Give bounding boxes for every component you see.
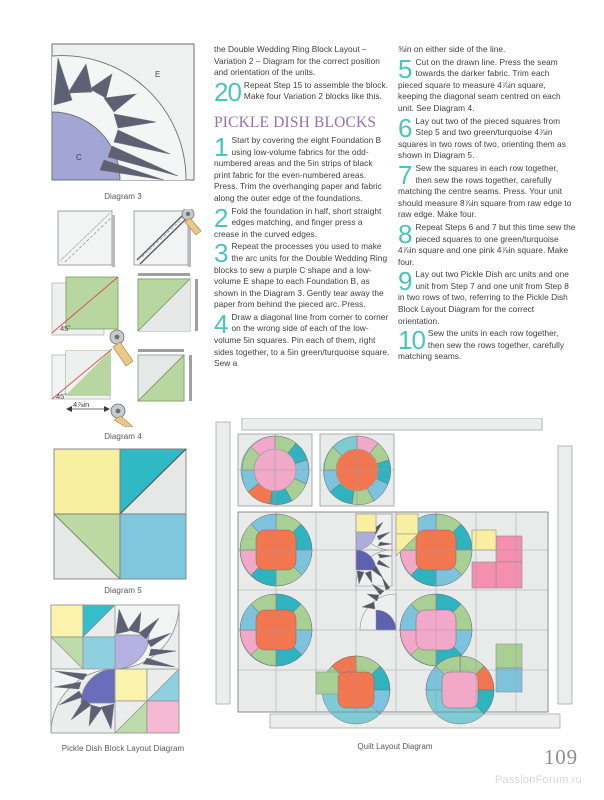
step-3-number: 3 — [214, 238, 229, 269]
rotary-cutter-icon-3 — [111, 404, 133, 427]
step-8 — [398, 218, 576, 268]
step-5-text: Cut on the drawn line. Press the seam towards the darker fabric. Trim each pieced square to measure 4⅞in square, keeping the diagonal seam centred on each unit. See Diagram 4. — [398, 56, 561, 113]
step-20 — [214, 76, 390, 107]
step-7-number: 7 — [398, 159, 413, 190]
rotary-cutter-icon-2 — [110, 330, 133, 366]
diagram-4 — [38, 209, 208, 441]
step-20-text: Repeat Step 15 to assemble the block. Make four Variation 2 blocks like this. — [243, 79, 388, 102]
pickle-dish-block-layout-diagram — [38, 603, 208, 753]
step-7 — [398, 159, 576, 221]
diagram-3-label-c: C — [76, 153, 82, 162]
step-2-number: 2 — [214, 202, 229, 233]
intro-paragraph: the Double Wedding Ring Block Layout – Variation 2 – Diagram for the correct position and orientation of the units. — [214, 44, 380, 78]
carryover-line: ⅜in on either side of the line. — [398, 44, 506, 54]
step-5-number: 5 — [398, 53, 413, 84]
diagram-4-measure-label: 4⅞in — [73, 400, 90, 409]
diagram-5-caption: Diagram 5 — [104, 586, 142, 595]
step-1-text: Start by covering the eight Foundation B using low-volume fabrics for the odd-numbered areas and the 5in strips of black print fabric for the even-numbered areas. Press. Trim the overhanging paper and fabric along the outer edge of the foundations. — [214, 134, 382, 203]
quilt-layout-diagram — [214, 418, 576, 751]
step-2-text: Fold the foundation in half, short straight edges matching, and finger press a crease in the curved edges. — [214, 205, 382, 239]
step-9-number: 9 — [398, 266, 413, 297]
step-5 — [398, 53, 576, 115]
diagram-5-graphic — [38, 447, 208, 581]
step-9-text: Lay out two Pickle Dish arc units and one unit from Step 7 and one unit from Step 8 in two rows of two, referring to the Pickle Dish Block Layout Diagram for the correct orientation. — [398, 269, 569, 326]
step-6 — [398, 112, 576, 162]
step-8-text: Repeat Steps 6 and 7 but this time sew the pieced squares to one green/turquoise 4⅞in square and one pink 4⅞in square. Make four. — [398, 221, 576, 267]
quilt-corner-block-1 — [238, 434, 312, 506]
step-6-number: 6 — [398, 112, 413, 143]
step-10-text: Sew the units in each row together, then sew the rows together, carefully matching seams. — [398, 328, 565, 362]
diagram-5 — [38, 447, 208, 595]
quilt-border-left — [216, 422, 230, 704]
quilt-border-bottom — [270, 714, 560, 728]
diagram-4-caption: Diagram 4 — [104, 432, 142, 441]
diagram-3-caption: Diagram 3 — [104, 192, 142, 201]
step-9 — [398, 266, 576, 327]
site-watermark: PassionForum.ru — [494, 774, 582, 786]
diagram-4-graphic — [38, 209, 208, 427]
step-1-number: 1 — [214, 131, 229, 162]
diagram-3-label-e: E — [155, 70, 161, 79]
step-4-number: 4 — [214, 308, 229, 339]
quilt-main-body — [238, 512, 548, 724]
quilt-corner-block-2 — [320, 434, 394, 506]
step-10 — [398, 325, 576, 363]
left-diagram-column — [38, 42, 208, 753]
middle-text-column — [214, 44, 390, 370]
page-number: 109 — [543, 745, 578, 769]
diagram-4-angle-label-1: 45˚ — [60, 324, 71, 333]
pickle-dish-layout-graphic — [38, 603, 208, 739]
step-7-text: Sew the squares in each row together, then sew the rows together, carefully matching the centre seams. Press. Your unit should measure 8⅞in square from raw edge to raw edge. Make four. — [398, 162, 572, 220]
pickle-dish-layout-caption: Pickle Dish Block Layout Diagram — [61, 744, 185, 753]
right-text-column — [398, 44, 576, 363]
step-4-text: Draw a diagonal line from corner to corner on the wrong side of each of the low-volume 5in squares. Pin each of them, right sides together, to a 5in green/turquoise square. Sew a — [214, 311, 390, 369]
step-8-number: 8 — [398, 218, 413, 249]
step-6-text: Lay out two of the pieced squares from Step 5 and two green/turquoise 4⅞in squares in two rows of two, orienting them as shown in Diagram 5. — [398, 115, 566, 161]
step-4 — [214, 308, 390, 370]
diagram-3-graphic — [38, 42, 208, 187]
step-20-number: 20 — [214, 76, 241, 107]
diagram-4-angle-label-2: 45˚ — [56, 392, 67, 401]
quilt-border-top — [242, 418, 542, 430]
step-3 — [214, 238, 390, 311]
section-heading-pickle-dish-blocks: PICKLE DISH BLOCKS — [214, 113, 377, 131]
quilt-border-right — [558, 446, 572, 704]
step-10-number: 10 — [398, 325, 425, 356]
quilt-layout-graphic — [214, 418, 576, 736]
step-1 — [214, 131, 390, 205]
quilt-layout-caption: Quilt Layout Diagram — [357, 742, 433, 751]
diagram-3 — [38, 42, 208, 201]
step-3-text: Repeat the processes you used to make the arc units for the Double Wedding Ring blocks to sew a purple C shape and a low-volume E shape to each Foundation B, as shown in the Diagram 3. Gently tear away the paper from behind the pieced arc. Press. — [214, 241, 388, 310]
step-2 — [214, 202, 390, 241]
